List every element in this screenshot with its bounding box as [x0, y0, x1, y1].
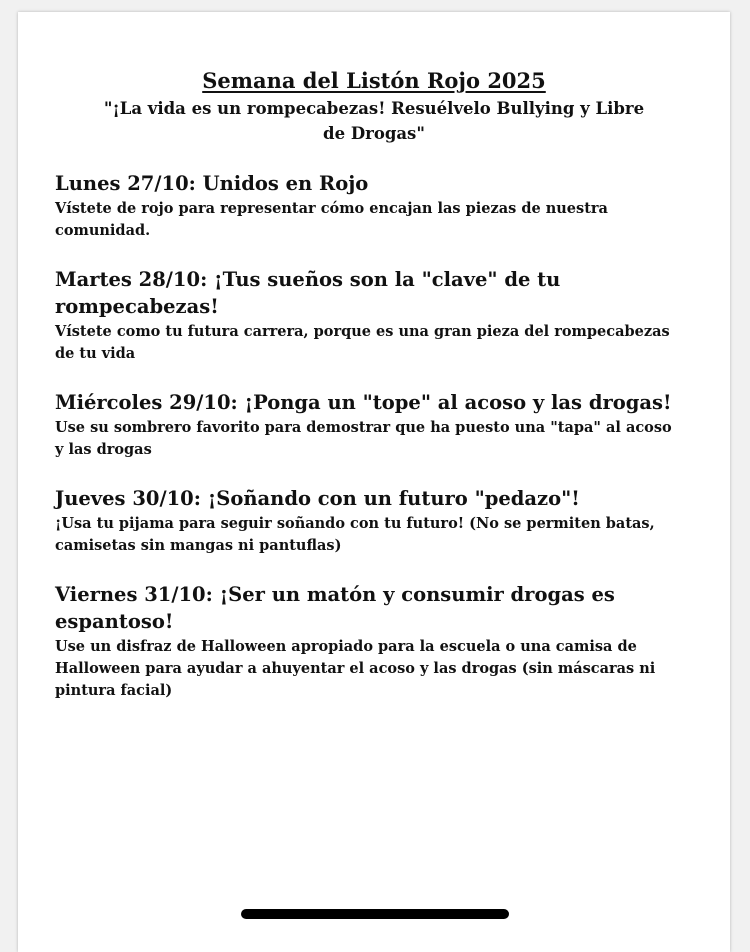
day-tuesday	[55, 266, 675, 365]
day-description: Vístete de rojo para representar cómo encajan las piezas de nuestra comunidad.	[55, 200, 608, 239]
day-heading: Jueves 30/10: ¡Soñando con un futuro "pedazo"!	[55, 487, 580, 510]
day-heading: Miércoles 29/10: ¡Ponga un "tope" al acoso y las drogas!	[55, 391, 672, 414]
day-heading: Viernes 31/10: ¡Ser un matón y consumir drogas es espantoso!	[55, 583, 615, 633]
day-description: Use un disfraz de Halloween apropiado para la escuela o una camisa de Halloween para ayudar a ahuyentar el acoso y las drogas (sin máscaras ni pintura facial)	[55, 638, 656, 699]
day-monday	[55, 170, 675, 242]
day-list	[55, 170, 675, 726]
day-thursday	[55, 485, 675, 557]
document-title: Semana del Listón Rojo 2025	[202, 68, 546, 93]
day-description: Vístete como tu futura carrera, porque es una gran pieza del rompecabezas de tu vida	[55, 323, 670, 362]
day-heading: Martes 28/10: ¡Tus sueños son la "clave" de tu rompecabezas!	[55, 268, 561, 318]
day-description: ¡Usa tu pijama para seguir soñando con tu futuro! (No se permiten batas, camisetas sin mangas ni pantuflas)	[55, 515, 655, 554]
document-header	[18, 68, 730, 146]
document-subtitle: "¡La vida es un rompecabezas! Resuélvelo Bullying y Libre de Drogas"	[103, 99, 645, 143]
day-wednesday	[55, 389, 675, 461]
day-friday	[55, 581, 675, 702]
day-description: Use su sombrero favorito para demostrar que ha puesto una "tapa" al acoso y las drogas	[55, 419, 672, 458]
document-page	[18, 12, 730, 952]
day-heading: Lunes 27/10: Unidos en Rojo	[55, 172, 369, 195]
home-indicator[interactable]	[241, 909, 509, 919]
